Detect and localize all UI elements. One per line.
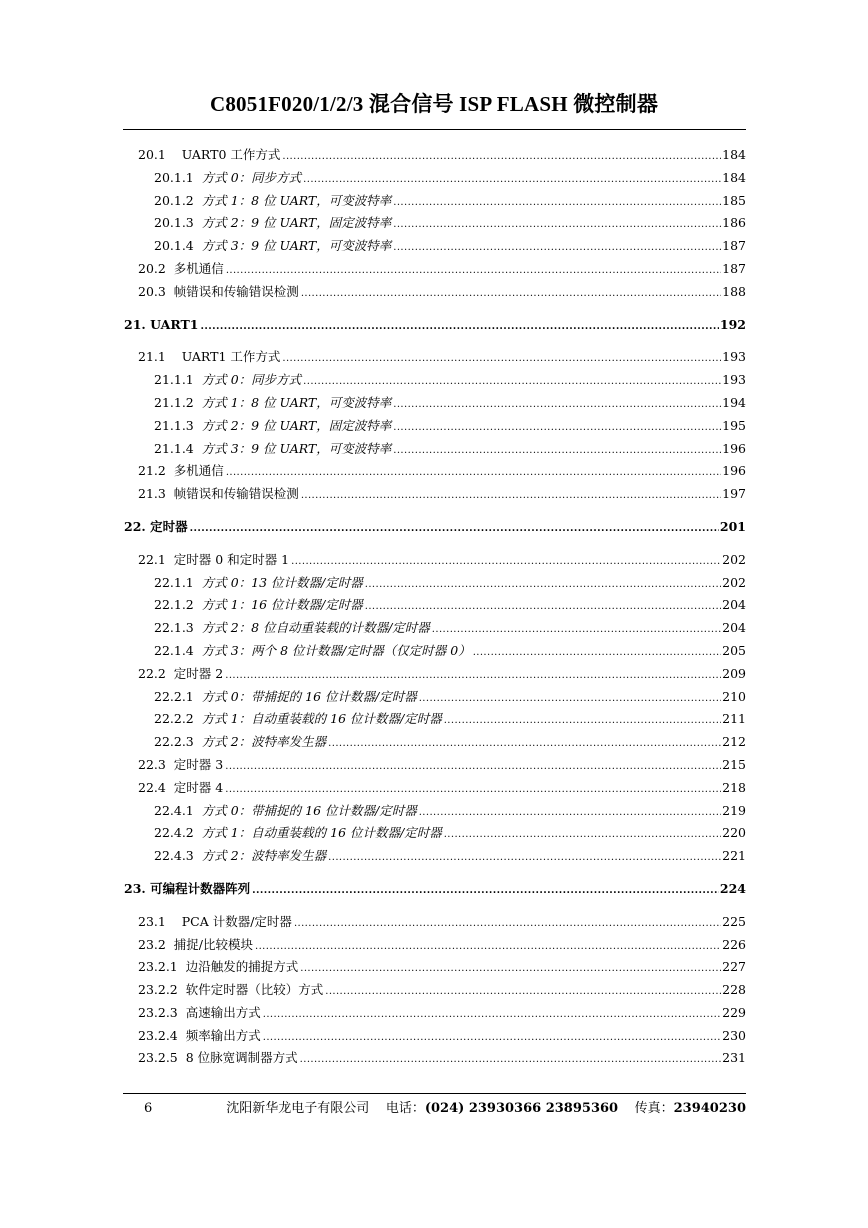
toc-page-number: 227 [722,959,746,975]
toc-leader-dots [300,956,721,981]
toc-entry-number: 20.1.3 [154,215,194,231]
toc-entry-label [124,516,190,539]
header-divider [123,129,746,130]
toc-entry-number: 23.2.4 [138,1027,178,1043]
toc-row[interactable] [124,190,746,213]
toc-entry-title: 定时器 2 [173,665,224,681]
toc-entry-title: 方式 0：带捕捉的 16 位计数器/定时器 [201,802,417,818]
footer-divider [123,1093,746,1094]
toc-entry-title: 定时器 0 和定时器 1 [173,551,290,567]
table-of-contents [124,144,746,1070]
toc-entry-number: 20.1.1 [154,169,194,185]
toc-page-number: 205 [722,642,746,658]
toc-leader-dots [303,167,721,192]
toc-page-number: 188 [722,283,746,299]
toc-entry-label [154,708,444,731]
toc-entry-number: 22.4 [138,779,166,795]
toc-entry-label [154,369,303,392]
toc-leader-dots [282,144,721,169]
toc-leader-dots [444,822,721,847]
toc-row[interactable] [124,572,746,595]
toc-entry-title: 方式 1：16 位计数器/定时器 [201,597,363,613]
toc-page-number: 194 [722,394,746,410]
toc-entry-number: 21.1.1 [154,372,194,388]
toc-entry-label [154,415,393,438]
toc-entry-title: UART0 工作方式 [181,147,281,162]
toc-entry-label [154,572,365,595]
toc-entry-label [138,979,325,1002]
toc-leader-dots [393,235,721,260]
toc-row[interactable] [124,777,746,800]
toc-entry-number: 23.1 [138,913,166,929]
page-header: C8051F020/1/2/3 混合信号 ISP FLASH 微控制器 [209,92,659,116]
toc-entry-title: 定时器 [150,518,188,534]
toc-entry-title: 多机通信 [173,260,224,276]
toc-row[interactable] [124,640,746,663]
toc-entry-label [154,845,328,868]
toc-row[interactable] [124,754,746,777]
toc-entry-number: 22.2 [138,665,166,681]
toc-row[interactable] [124,144,746,167]
toc-page-number: 229 [722,1004,746,1020]
toc-entry-title: 方式 1：自动重装载的 16 位计数器/定时器 [201,711,442,727]
toc-entry-label [138,1025,263,1048]
toc-page-number: 197 [722,486,746,502]
toc-leader-dots [226,258,721,283]
toc-entry-number: 23. [124,880,146,896]
toc-entry-title: PCA 计数器/定时器 [181,913,292,929]
toc-leader-dots [393,415,721,440]
toc-entry-title: 边沿触发的捕捉方式 [185,959,299,975]
toc-entry-label [154,617,432,640]
toc-row[interactable] [124,346,746,369]
toc-entry-title: 方式 3：两个 8 位计数器/定时器（仅定时器 0） [201,642,471,658]
toc-leader-dots [444,708,721,733]
toc-leader-dots [473,640,721,665]
toc-page-number: 212 [722,734,746,750]
toc-page-number: 225 [722,913,746,929]
toc-entry-number: 22.4.2 [154,825,194,841]
toc-entry-title: 频率输出方式 [185,1027,261,1043]
toc-entry-number: 22.4.1 [154,802,194,818]
toc-entry-label [124,878,252,901]
toc-entry-number: 22.1.4 [154,642,194,658]
toc-entry-label [138,754,225,777]
toc-leader-dots [365,572,721,597]
toc-entry-number: 21.1.4 [154,440,194,456]
toc-leader-dots [301,281,721,306]
toc-row[interactable] [124,956,746,979]
toc-page-number: 209 [722,665,746,681]
toc-row[interactable] [124,663,746,686]
toc-entry-number: 22.1 [138,551,166,567]
toc-leader-dots [263,1025,721,1050]
toc-entry-title: 方式 0：同步方式 [201,169,302,185]
toc-entry-title: 方式 3：9 位 UART，可变波特率 [201,440,392,456]
toc-entry-number: 22.2.1 [154,688,194,704]
toc-entry-label [138,1047,300,1070]
toc-row[interactable] [124,438,746,461]
page-number: 6 [144,1101,153,1116]
toc-leader-dots [282,346,721,371]
toc-entry-number: 22.2.3 [154,734,194,750]
toc-entry-label [138,549,291,572]
toc-page-number: 202 [722,574,746,590]
toc-leader-dots [201,314,719,339]
toc-leader-dots [190,516,719,541]
toc-row[interactable] [124,369,746,392]
toc-leader-dots [225,663,721,688]
toc-entry-label [138,911,294,934]
toc-row[interactable] [124,1002,746,1025]
toc-entry-number: 22.3 [138,756,166,772]
phone-label: 电话： [385,1101,425,1116]
company-name: 沈阳新华龙电子有限公司 [226,1101,370,1116]
toc-entry-title: 定时器 3 [173,756,224,772]
toc-entry-label [138,281,301,304]
toc-entry-number: 20.1 [138,147,166,162]
toc-row[interactable] [124,822,746,845]
fax-number: 23940230 [673,1101,746,1116]
toc-entry-title: UART1 [150,316,199,332]
toc-entry-title: 可编程计数器阵列 [150,880,251,896]
toc-page-number: 218 [722,779,746,795]
toc-entry-title: 捕捉/比较模块 [173,936,254,952]
toc-row[interactable] [124,549,746,572]
toc-page-number: 210 [722,688,746,704]
toc-page-number: 231 [722,1050,746,1066]
toc-entry-title: 方式 2：9 位 UART，固定波特率 [201,215,392,231]
toc-row[interactable] [124,708,746,731]
toc-entry-number: 21.3 [138,486,166,502]
toc-chapter-row[interactable] [124,516,746,539]
toc-leader-dots [365,594,721,619]
toc-entry-number: 20.1.2 [154,192,194,208]
toc-page-number: 228 [722,982,746,998]
toc-entry-title: 软件定时器（比较）方式 [185,982,324,998]
toc-entry-number: 23.2 [138,936,166,952]
toc-entry-title: 方式 0：同步方式 [201,372,302,388]
toc-page-number: 187 [722,238,746,254]
toc-entry-title: 方式 0：带捕捉的 16 位计数器/定时器 [201,688,417,704]
toc-row[interactable] [124,258,746,281]
toc-entry-number: 21. [124,316,146,332]
toc-entry-title: 方式 0：13 位计数器/定时器 [201,574,363,590]
toc-page-number: 184 [722,169,746,185]
toc-entry-title: 方式 2：波特率发生器 [201,734,327,750]
toc-entry-number: 22.2.2 [154,711,194,727]
toc-row[interactable] [124,212,746,235]
toc-entry-title: 方式 1：8 位 UART，可变波特率 [201,394,392,410]
toc-row[interactable] [124,392,746,415]
toc-entry-label [154,190,393,213]
toc-entry-title: 帧错误和传输错误检测 [173,486,299,502]
toc-entry-label [154,212,393,235]
toc-entry-label [154,686,419,709]
fax-label: 传真： [634,1101,674,1116]
toc-page-number: 230 [722,1027,746,1043]
toc-entry-number: 22.1.1 [154,574,194,590]
toc-row[interactable] [124,979,746,1002]
toc-leader-dots [255,934,721,959]
toc-page-number: 187 [722,260,746,276]
toc-page-number: 224 [719,880,746,896]
toc-entry-number: 23.2.5 [138,1050,178,1066]
toc-row[interactable] [124,167,746,190]
toc-chapter-row[interactable] [124,878,746,901]
toc-entry-title: 高速输出方式 [185,1004,261,1020]
toc-entry-number: 20.2 [138,260,166,276]
toc-page-number: 192 [719,316,746,332]
toc-entry-title: 多机通信 [173,463,224,479]
toc-row[interactable] [124,617,746,640]
toc-entry-label [154,438,393,461]
toc-row[interactable] [124,281,746,304]
toc-entry-number: 23.2.2 [138,982,178,998]
toc-entry-title: 方式 2：9 位 UART，固定波特率 [201,417,392,433]
toc-row[interactable] [124,460,746,483]
toc-row[interactable] [124,1047,746,1070]
toc-leader-dots [419,686,721,711]
toc-entry-title: 方式 3：9 位 UART，可变波特率 [201,238,392,254]
toc-entry-number: 22. [124,518,146,534]
toc-leader-dots [300,1047,721,1072]
toc-page-number: 220 [722,825,746,841]
toc-entry-title: 方式 1：自动重装载的 16 位计数器/定时器 [201,825,442,841]
toc-entry-number: 22.1.3 [154,620,194,636]
toc-entry-label [154,392,393,415]
toc-entry-label [138,663,225,686]
toc-entry-label [138,258,226,281]
toc-entry-label [138,346,282,369]
toc-entry-label [138,934,255,957]
toc-leader-dots [303,369,721,394]
toc-entry-label [138,1002,263,1025]
toc-page-number: 219 [722,802,746,818]
toc-leader-dots [294,911,721,936]
toc-entry-label [138,460,226,483]
toc-entry-number: 23.2.1 [138,959,178,975]
toc-leader-dots [419,800,721,825]
toc-entry-number: 22.1.2 [154,597,194,613]
phone-number: (024) 23930366 23895360 [424,1101,619,1116]
toc-leader-dots [225,777,721,802]
toc-page-number: 204 [722,597,746,613]
toc-entry-number: 21.1 [138,349,166,365]
toc-page-number: 196 [722,463,746,479]
toc-page-number: 196 [722,440,746,456]
toc-leader-dots [328,845,721,870]
toc-entry-title: 8 位脉宽调制器方式 [185,1050,298,1066]
toc-row[interactable] [124,686,746,709]
toc-page-number: 195 [722,417,746,433]
toc-page-number: 202 [722,551,746,567]
toc-entry-label [154,640,473,663]
toc-leader-dots [325,979,721,1004]
toc-leader-dots [226,460,721,485]
toc-chapter-row[interactable] [124,314,746,337]
toc-entry-title: 方式 1：8 位 UART，可变波特率 [201,192,392,208]
toc-page-number: 221 [722,848,746,864]
toc-entry-label [138,144,282,167]
toc-leader-dots [301,483,721,508]
toc-leader-dots [393,212,721,237]
toc-entry-label [154,731,328,754]
toc-page-number: 185 [722,192,746,208]
toc-entry-label [124,314,201,337]
toc-page-number: 193 [722,372,746,388]
toc-entry-number: 20.1.4 [154,238,194,254]
toc-entry-number: 22.4.3 [154,848,194,864]
toc-entry-label [154,594,365,617]
toc-leader-dots [225,754,721,779]
toc-page-number: 226 [722,936,746,952]
toc-leader-dots [263,1002,721,1027]
toc-page-number: 201 [719,518,746,534]
footer-contact [226,1098,746,1120]
toc-page-number: 215 [722,756,746,772]
toc-entry-number: 23.2.3 [138,1004,178,1020]
toc-entry-label [138,956,300,979]
toc-page-number: 211 [722,711,746,727]
toc-entry-number: 21.1.3 [154,417,194,433]
toc-row[interactable] [124,483,746,506]
toc-entry-label [154,167,303,190]
toc-row[interactable] [124,845,746,868]
toc-entry-title: UART1 工作方式 [181,349,281,365]
toc-leader-dots [393,190,721,215]
toc-entry-label [138,483,301,506]
toc-leader-dots [291,549,721,574]
toc-entry-title: 帧错误和传输错误检测 [173,283,299,299]
toc-row[interactable] [124,1025,746,1048]
toc-entry-number: 20.3 [138,283,166,299]
toc-leader-dots [393,438,721,463]
toc-leader-dots [393,392,721,417]
toc-page-number: 204 [722,620,746,636]
toc-leader-dots [328,731,721,756]
toc-row[interactable] [124,731,746,754]
toc-page-number: 184 [722,147,746,162]
toc-row[interactable] [124,800,746,823]
toc-row[interactable] [124,594,746,617]
toc-entry-label [154,800,419,823]
toc-entry-title: 方式 2：8 位自动重装载的计数器/定时器 [201,620,430,636]
toc-row[interactable] [124,415,746,438]
toc-entry-label [138,777,225,800]
toc-leader-dots [252,878,719,903]
toc-entry-title: 定时器 4 [173,779,224,795]
toc-page-number: 193 [722,349,746,365]
toc-page-number: 186 [722,215,746,231]
toc-entry-number: 21.2 [138,463,166,479]
toc-row[interactable] [124,934,746,957]
toc-entry-label [154,822,444,845]
toc-row[interactable] [124,911,746,934]
toc-entry-label [154,235,393,258]
toc-entry-title: 方式 2：波特率发生器 [201,848,327,864]
toc-leader-dots [432,617,721,642]
toc-entry-number: 21.1.2 [154,394,194,410]
toc-row[interactable] [124,235,746,258]
